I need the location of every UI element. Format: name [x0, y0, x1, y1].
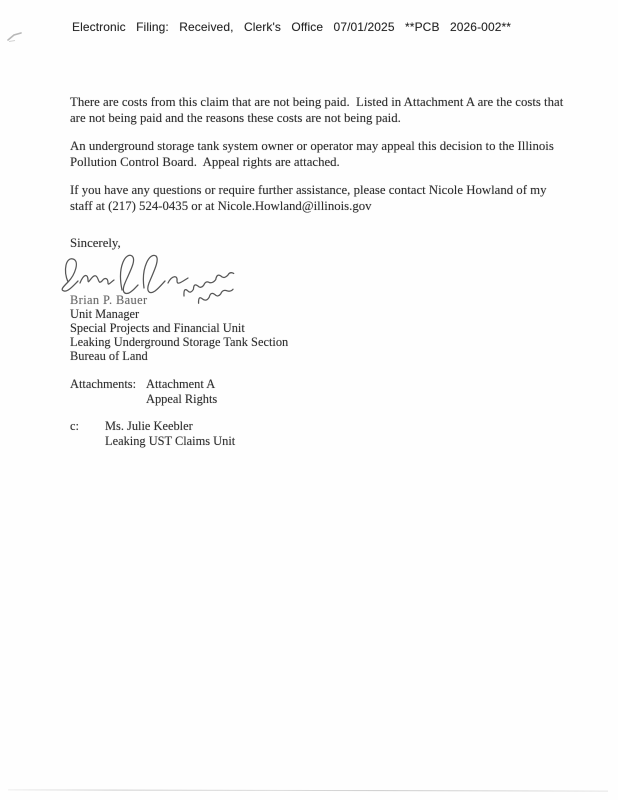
cc-item: Ms. Julie Keebler	[105, 419, 193, 433]
attachments-section	[70, 377, 217, 407]
paragraph-costs-not-paid	[70, 94, 563, 126]
paragraph-line: are not being paid and the reasons these costs are not being paid.	[70, 111, 401, 125]
scan-artifact-mark	[7, 31, 23, 43]
paragraph-appeal-rights	[70, 138, 554, 170]
cc-item: Leaking UST Claims Unit	[105, 434, 236, 448]
paragraph-line: Pollution Control Board. Appeal rights are attached.	[70, 155, 340, 169]
signer-bureau: Bureau of Land	[70, 349, 148, 363]
attachment-item: Appeal Rights	[146, 392, 218, 406]
signer-unit: Special Projects and Financial Unit	[70, 321, 245, 335]
scan-artifact-line	[8, 789, 608, 791]
paragraph-line: There are costs from this claim that are not being paid. Listed in Attachment A are the costs that	[70, 95, 564, 109]
cc-section	[70, 419, 235, 449]
attachment-item: Attachment A	[146, 377, 216, 391]
attachments-list	[146, 377, 217, 407]
signer-block	[70, 293, 288, 363]
signer-title: Unit Manager	[70, 307, 140, 321]
paragraph-line: If you have any questions or require further assistance, please contact Nicole Howland of my	[70, 183, 547, 197]
closing-sincerely: Sincerely,	[70, 236, 121, 250]
paragraph-line: staff at (217) 524-0435 or at Nicole.Howland@illinois.gov	[70, 199, 372, 213]
cc-label: c:	[70, 419, 79, 433]
cc-list	[105, 419, 235, 449]
signer-name: Brian P. Bauer	[70, 293, 148, 307]
attachments-label: Attachments:	[70, 377, 137, 391]
signer-section: Leaking Underground Storage Tank Section	[70, 335, 289, 349]
filing-stamp-header: Electronic Filing: Received, Clerk's Office 07/01/2025 **PCB 2026-002**	[72, 20, 512, 34]
paragraph-contact-info	[70, 182, 547, 214]
paragraph-line: An underground storage tank system owner or operator may appeal this decision to the Illinois	[70, 139, 554, 153]
